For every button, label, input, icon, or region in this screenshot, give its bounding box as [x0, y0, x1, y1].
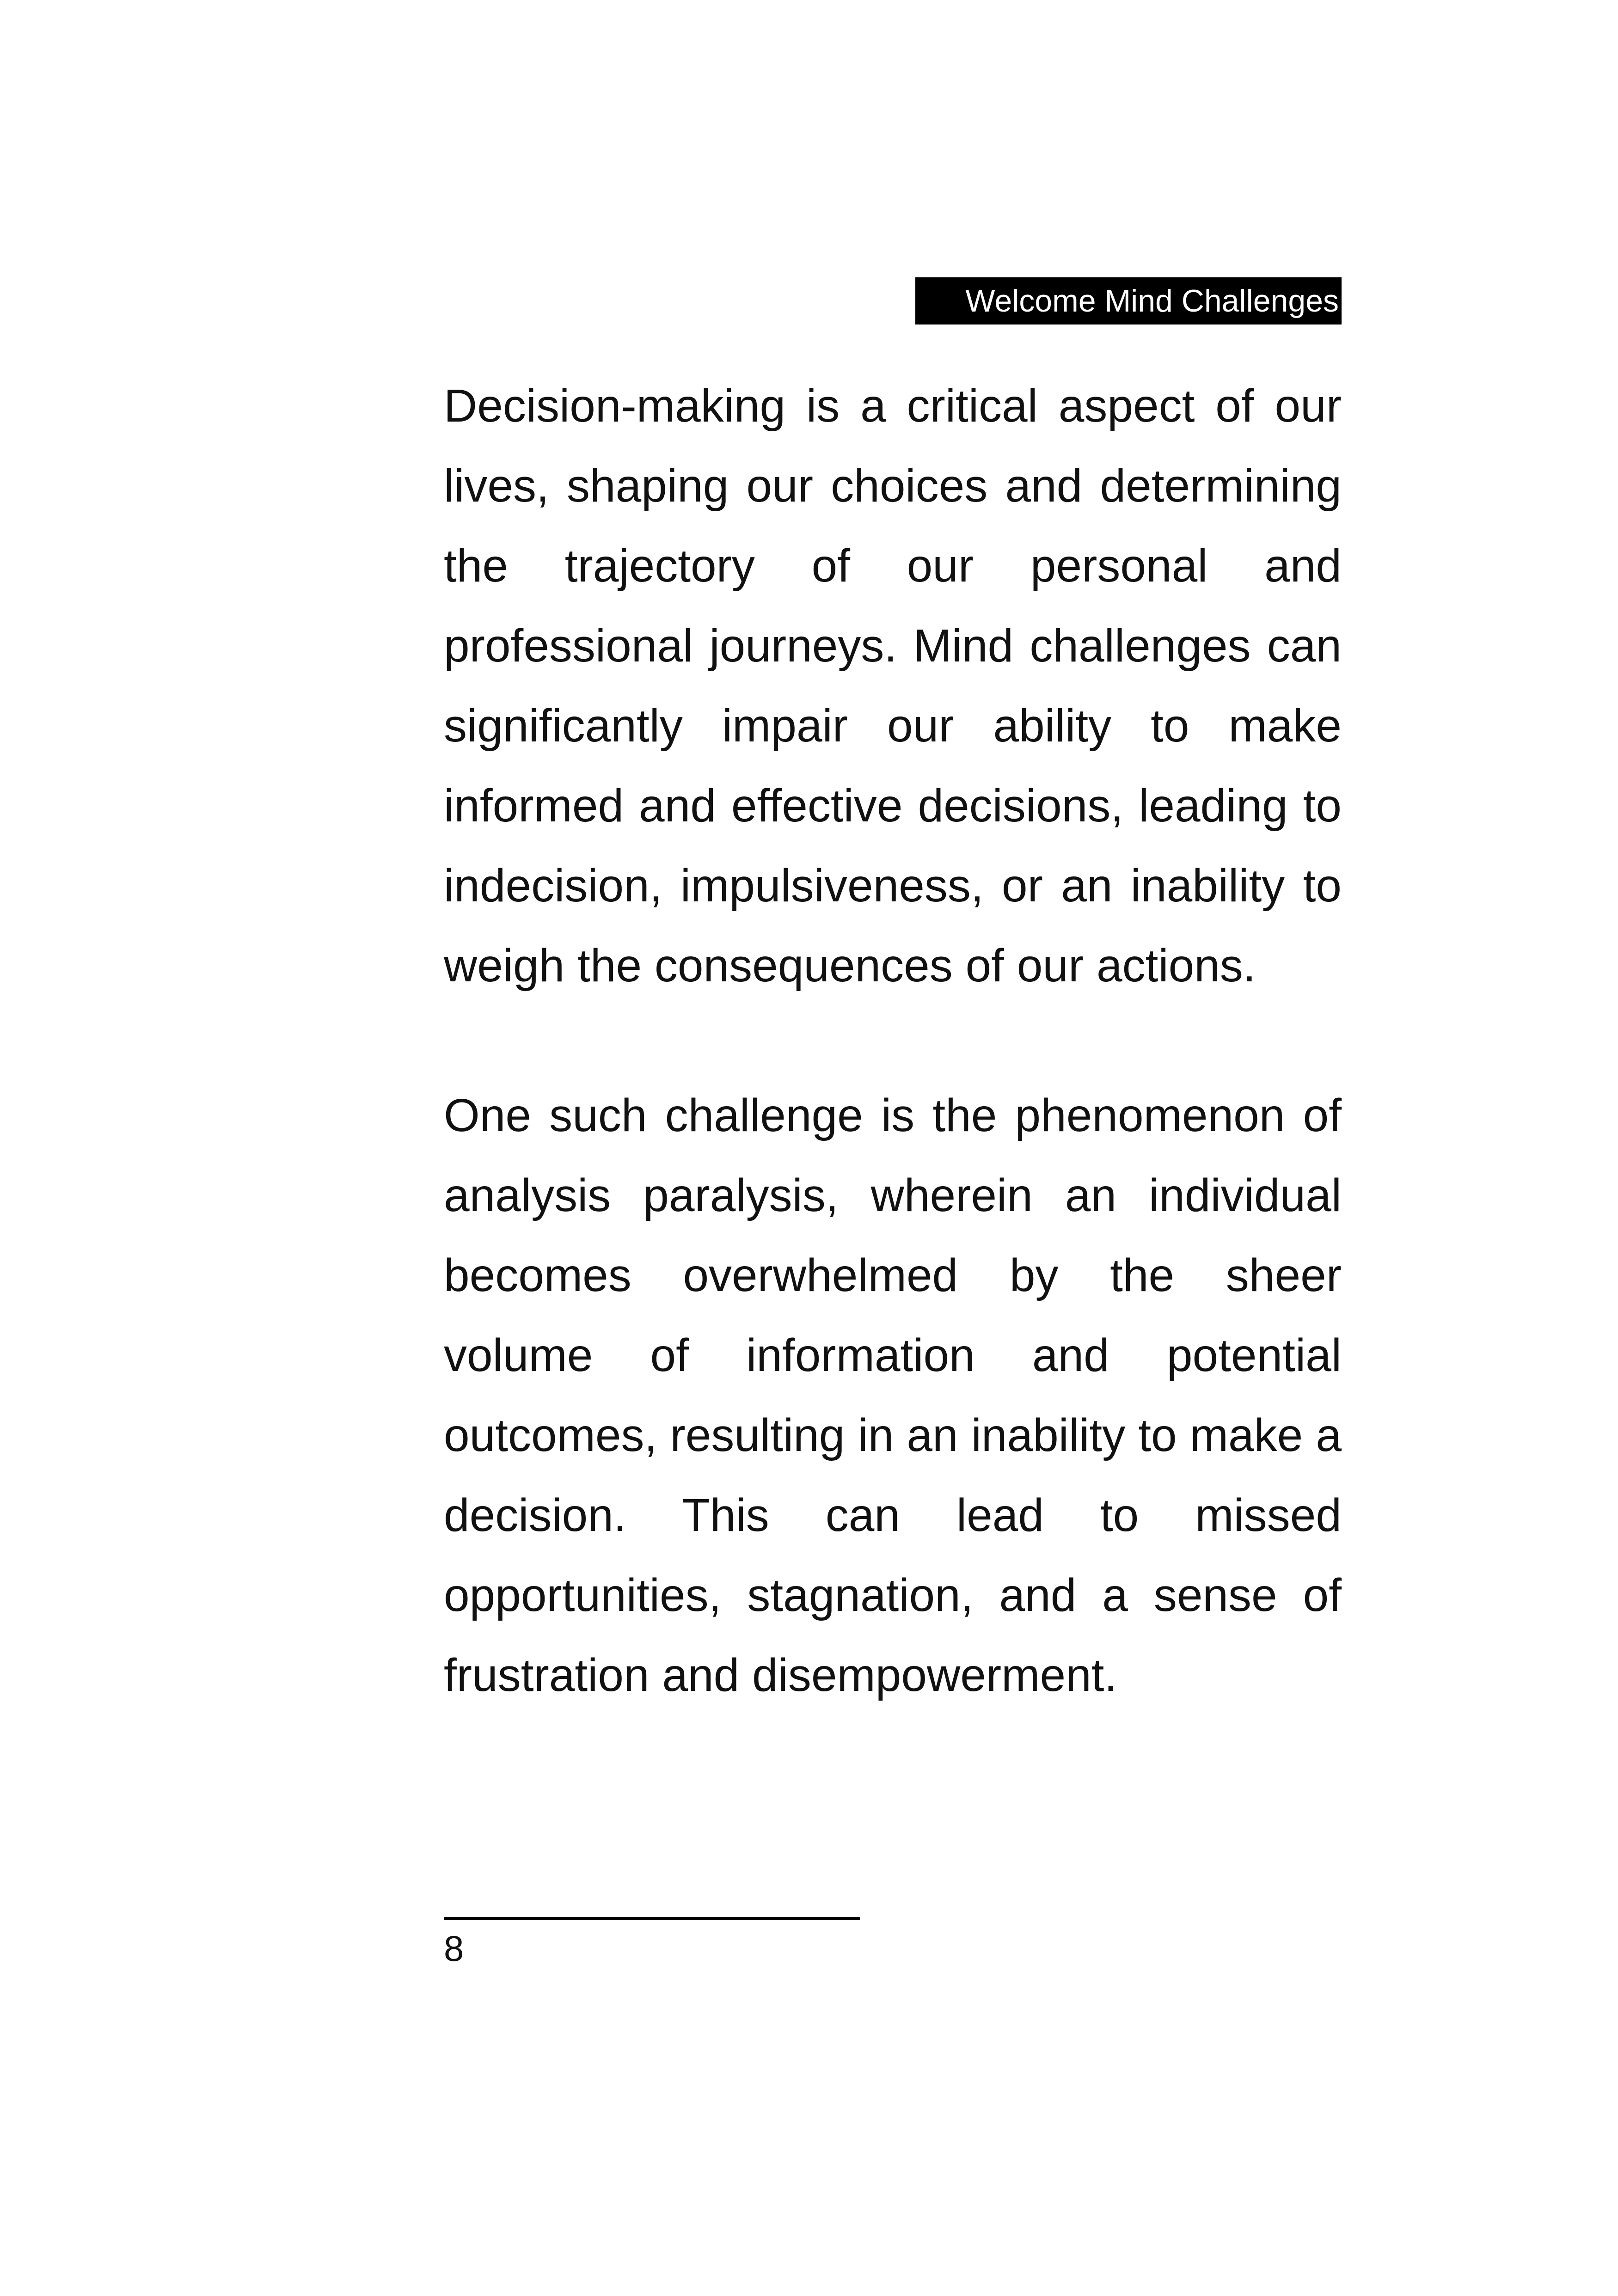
footnote-separator	[444, 1917, 860, 1920]
body-paragraph: Decision-making is a critical aspect of our lives, shaping our choices and determining the trajectory of our personal and professional journeys. Mind challenges can significantly impair our ability to make informed and effective decisions, leading to indecision, impulsiveness, or an inability to weigh the consequences of our actions.	[444, 380, 1342, 992]
running-header-title: Welcome Mind Challenges	[915, 277, 1342, 325]
page-number: 8	[444, 1928, 464, 1969]
body-paragraph: One such challenge is the phenomenon of analysis paralysis, wherein an individual becomes overwhelmed by the sheer volume of information and potential outcomes, resulting in an inability to make a decision. This can lead to missed opportunities, stagnation, and a sense of frustration and disempowerment.	[444, 1090, 1342, 1701]
